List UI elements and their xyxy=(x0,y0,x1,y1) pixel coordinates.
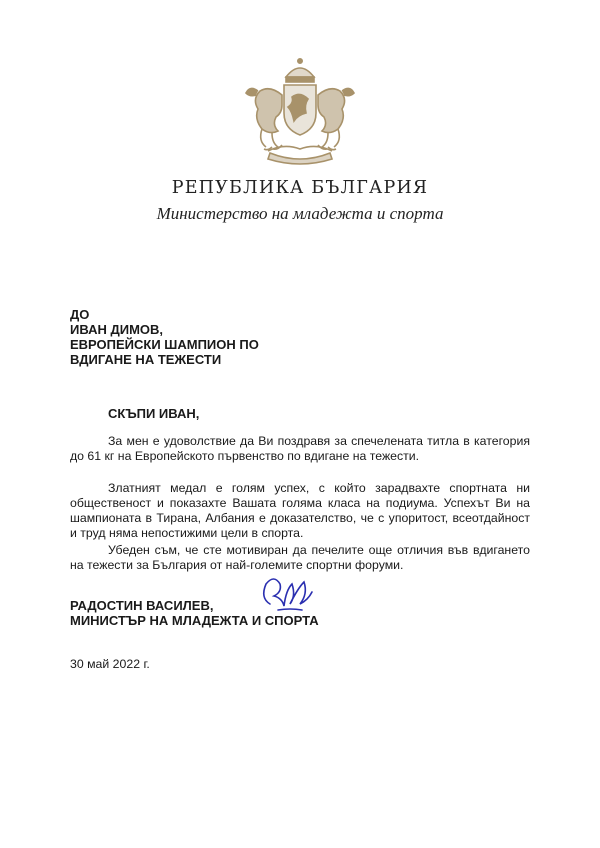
recipient-title-line-1: ЕВРОПЕЙСКИ ШАМПИОН ПО xyxy=(70,337,259,352)
country-heading: РЕПУБЛИКА БЪЛГАРИЯ xyxy=(171,178,429,198)
recipient-line-1: ДО xyxy=(70,307,90,322)
paragraph-1: За мен е удоволствие да Ви поздравя за спечелената титла в категория до 61 кг на Европейското първенство по вдигане на тежести. xyxy=(70,434,530,463)
ministry-heading: Министерство на младежта и спорта xyxy=(156,204,444,223)
signatory-name: РАДОСТИН ВАСИЛЕВ, xyxy=(70,598,214,613)
paragraph-3: Убеден съм, че сте мотивиран да печелите още отличия във вдигането на тежести за България от най-големите спортни форуми. xyxy=(70,543,530,572)
handwritten-signature xyxy=(256,570,320,618)
signatory-title: МИНИСТЪР НА МЛАДЕЖТА И СПОРТА xyxy=(70,613,319,628)
coat-of-arms-emblem xyxy=(232,55,368,167)
greeting: СКЪПИ ИВАН, xyxy=(108,406,200,421)
recipient-title-line-2: ВДИГАНЕ НА ТЕЖЕСТИ xyxy=(70,352,222,367)
recipient-name: ИВАН ДИМОВ, xyxy=(70,322,164,337)
letter-date: 30 май 2022 г. xyxy=(70,657,150,671)
paragraph-2: Златният медал е голям успех, с който зарадвахте спортната ни общественост и показахте Вашата голяма класа на подиума. Успехът Ви на шампионата в Тирана, Албания е доказателство, че с упоритост, всеотдайност и труд няма непостижими цели в спорта. xyxy=(70,481,530,540)
